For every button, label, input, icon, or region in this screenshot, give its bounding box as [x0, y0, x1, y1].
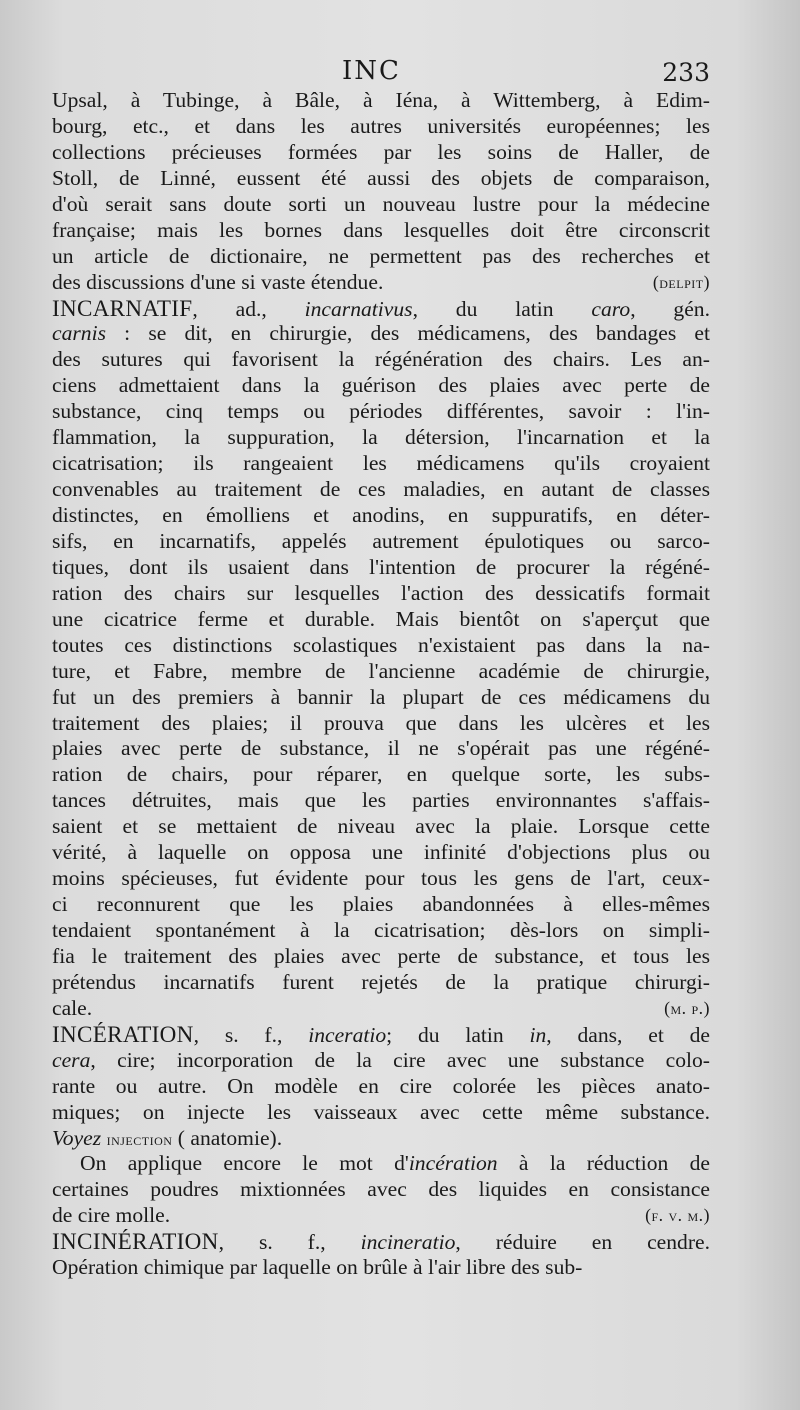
- text-line: [52, 1048, 710, 1074]
- author-signature: (m. p.): [664, 997, 710, 1018]
- text-line: [52, 1229, 710, 1255]
- text-line: saient et se mettaient de niveau avec la plaie. Lorsque cette: [52, 814, 710, 839]
- text-line: [52, 1151, 710, 1177]
- text-line: ciens admettaient dans la guérison des plaies avec perte de: [52, 373, 710, 398]
- entry-headword: INCINÉRATION: [52, 1228, 219, 1255]
- line-text: , ad.,: [192, 296, 305, 321]
- page-number: 233: [662, 58, 710, 87]
- text-line: [52, 1126, 710, 1152]
- line-text: ( anatomie).: [172, 1125, 283, 1150]
- line-text: cale.: [52, 995, 93, 1020]
- running-title: INC: [342, 56, 401, 86]
- latin-term: in: [529, 1022, 547, 1047]
- line-text: à la réduction de: [497, 1151, 710, 1176]
- line-text: On applique encore le mot d': [80, 1151, 409, 1176]
- cross-reference: injection: [106, 1128, 173, 1149]
- text-line: vérité, à laquelle on opposa une infinité d'objections plus ou: [52, 840, 710, 865]
- line-text: , réduire en cendre.: [455, 1230, 710, 1255]
- line-text: ; du latin: [386, 1022, 530, 1047]
- text-line: flammation, la suppuration, la détersion, l'incarnation et la: [52, 425, 710, 450]
- italic-term: carnis: [52, 321, 106, 346]
- line-text: , gén.: [630, 296, 710, 321]
- text-line: plaies avec perte de substance, il ne s'opérait pas une régéné-: [52, 736, 710, 761]
- text-line: tiques, dont ils usaient dans l'intention de procurer la régéné-: [52, 554, 710, 579]
- text-line: fut un des premiers à bannir la plupart de ces médicamens du: [52, 684, 710, 709]
- text-line: prétendus incarnatifs furent rejetés de la pratique chirurgi-: [52, 969, 710, 994]
- text-line: [52, 321, 710, 347]
- line-text: : se dit, en chirurgie, des médicamens, des bandages et: [105, 321, 710, 346]
- text-line: [52, 1022, 710, 1048]
- text-line: [52, 996, 710, 1022]
- body-text: [52, 88, 710, 1281]
- text-line: d'où serait sans doute sorti un nouveau lustre pour la médecine: [52, 191, 710, 216]
- text-line: [52, 1203, 710, 1229]
- author-signature: (delpit): [652, 271, 710, 292]
- text-line: Opération chimique par laquelle on brûle à l'air libre des sub-: [52, 1255, 583, 1280]
- text-line: ration de chairs, pour réparer, en quelque sorte, les subs-: [52, 762, 710, 787]
- text-line: Stoll, de Linné, eussent été aussi des objets de comparaison,: [52, 165, 710, 190]
- line-text: , dans, et de: [546, 1022, 710, 1047]
- author-signature: (f. v. m.): [645, 1205, 710, 1226]
- text-line: toutes ces distinctions scolastiques n'existaient pas dans la na-: [52, 632, 710, 657]
- line-text: de cire molle.: [52, 1203, 171, 1228]
- text-line: cicatrisation; ils rangeaient les médicamens qu'ils croyaient: [52, 451, 710, 476]
- text-line: des sutures qui favorisent la régénération des chairs. Les an-: [52, 347, 710, 372]
- italic-term: incération: [408, 1151, 498, 1176]
- text-line: une cicatrice ferme et durable. Mais bientôt on s'aperçut que: [52, 606, 710, 631]
- text-line: collections précieuses formées par les soins de Haller, de: [52, 139, 710, 164]
- text-line: [52, 270, 710, 296]
- text-line: rante ou autre. On modèle en cire colorée les pièces anato-: [52, 1073, 710, 1098]
- latin-term: incarnativus: [304, 296, 413, 321]
- line-text: , du latin: [412, 296, 592, 321]
- latin-term: inceratio: [308, 1022, 387, 1047]
- text-line: certaines poudres mixtionnées avec des liquides en consistance: [52, 1177, 710, 1202]
- text-line: convenables au traitement de ces maladies, en autant de classes: [52, 477, 710, 502]
- latin-term: caro: [591, 296, 631, 321]
- italic-term: cera: [52, 1047, 91, 1072]
- text-line: Upsal, à Tubinge, à Bâle, à Iéna, à Wittemberg, à Edim-: [52, 88, 710, 112]
- text-line: tendaient spontanément à la cicatrisation; dès-lors on simpli-: [52, 918, 710, 942]
- italic-term: Voyez: [52, 1125, 102, 1150]
- entry-headword: INCÉRATION: [52, 1020, 194, 1047]
- text-line: traitement des plaies; il prouva que dans les ulcères et les: [52, 710, 710, 735]
- text-line: [52, 296, 710, 322]
- text-line: bourg, etc., et dans les autres universités européennes; les: [52, 113, 710, 138]
- entry-headword: INCARNATIF: [52, 294, 193, 321]
- text-line: substance, cinq temps ou périodes différentes, savoir : l'in-: [52, 399, 710, 424]
- text-line: ci reconnurent que les plaies abandonnées à elles-mêmes: [52, 892, 710, 917]
- text-line: sifs, en incarnatifs, appelés autrement épulotiques ou sarco-: [52, 528, 710, 553]
- text-line: moins spécieuses, fut évidente pour tous les gens de l'art, ceux-: [52, 866, 710, 891]
- line-text: , s. f.,: [218, 1230, 361, 1255]
- latin-term: incineratio: [360, 1230, 456, 1255]
- text-line: distinctes, en émolliens et anodins, en suppuratifs, en déter-: [52, 503, 710, 527]
- text-line: ration des chairs sur lesquelles l'action des dessicatifs formait: [52, 580, 710, 605]
- running-header: [52, 56, 710, 90]
- text-line: un article de dictionaire, ne permettent pas des recherches et: [52, 243, 710, 268]
- text-line: tances détruites, mais que les parties environnantes s'affais-: [52, 788, 710, 813]
- text-line: ture, et Fabre, membre de l'ancienne académie de chirurgie,: [52, 658, 710, 683]
- line-text: , cire; incorporation de la cire avec une substance colo-: [90, 1047, 710, 1072]
- text-line: fia le traitement des plaies avec perte de substance, et tous les: [52, 943, 710, 968]
- line-text: , s. f.,: [193, 1022, 309, 1047]
- line-text: des discussions d'une si vaste étendue.: [52, 269, 384, 294]
- text-line: française; mais les bornes dans lesquelles doit être circonscrit: [52, 217, 710, 242]
- text-line: miques; on injecte les vaisseaux avec cette même substance.: [52, 1099, 710, 1124]
